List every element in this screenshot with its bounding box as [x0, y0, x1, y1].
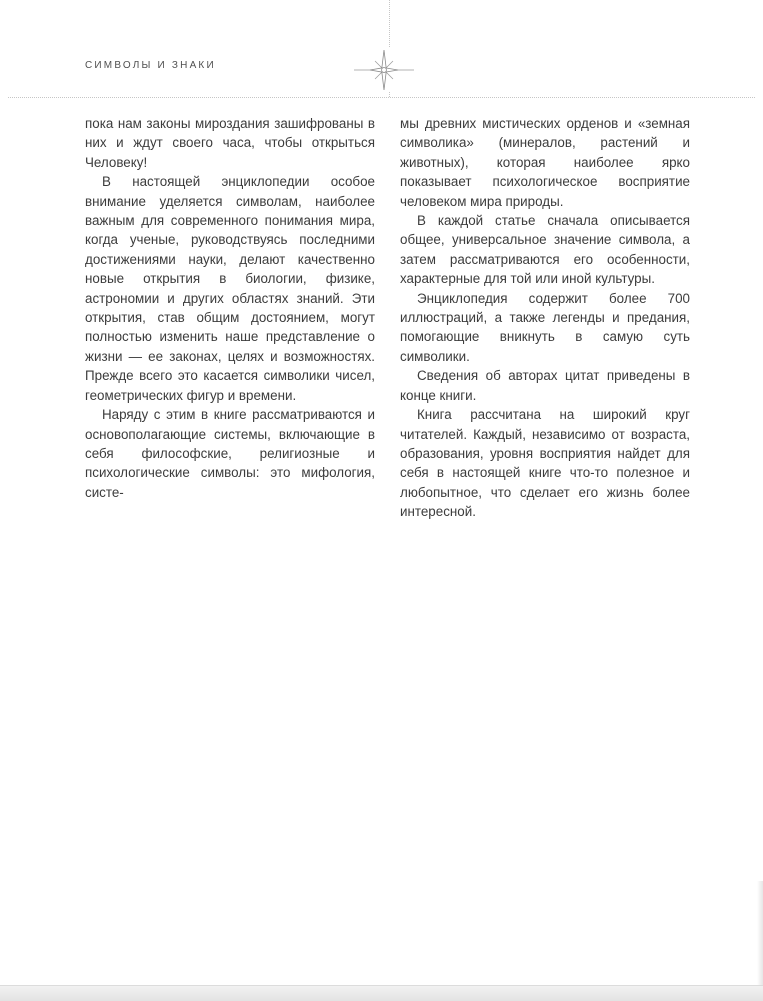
body-paragraph: Книга рассчитана на широкий круг читателей. Каждый, независимо от возраста, образования, уровня восприятия найдет для себя в настоящей книге что-то полезное и любопытное, что сделает его жизнь более интересной.	[400, 407, 690, 520]
left-column	[85, 114, 375, 522]
body-paragraph: мы древних мистических орденов и «земная символика» (минералов, растений и животных), которая наиболее ярко показывает психологическое восприятие человеком мира природы.	[400, 116, 690, 209]
body-paragraph: В каждой статье сначала описывается общее, универсальное значение символа, а затем рассматриваются его особенности, характерные для той или иной культуры.	[400, 213, 690, 287]
compass-star-icon	[352, 48, 416, 92]
page-edge-right	[757, 881, 763, 1001]
body-paragraph: Наряду с этим в книге рассматриваются и основополагающие системы, включающие в себя философские, религиозные и психологические символы: это мифология, систе-	[85, 407, 375, 500]
text-columns	[85, 114, 691, 522]
right-column	[400, 114, 690, 522]
running-head: СИМВОЛЫ И ЗНАКИ	[85, 60, 216, 71]
body-paragraph: Энциклопедия содержит более 700 иллюстраций, а также легенды и предания, помогающие вникнуть в самую суть символики.	[400, 290, 690, 364]
body-paragraph: В настоящей энциклопедии особое внимание уделяется символам, наиболее важным для современного понимания мира, когда ученые, руководствуясь последними достижениями науки, делают качественно новые открытия в биологии, физике, астрономии и других областях знаний. Эти открытия, став общим достоянием, могут полностью изменить наше представление о жизни — ее законах, целях и возможностях. Прежде всего это касается символики чисел, геометрических фигур и времени.	[85, 174, 375, 403]
body-paragraph: пока нам законы мироздания зашифрованы в них и ждут своего часа, чтобы открыться Человеку!	[85, 116, 375, 170]
body-paragraph: Сведения об авторах цитат приведены в конце книги.	[400, 368, 690, 403]
header-dotted-divider	[8, 97, 755, 98]
page-edge-bottom	[0, 985, 763, 1001]
